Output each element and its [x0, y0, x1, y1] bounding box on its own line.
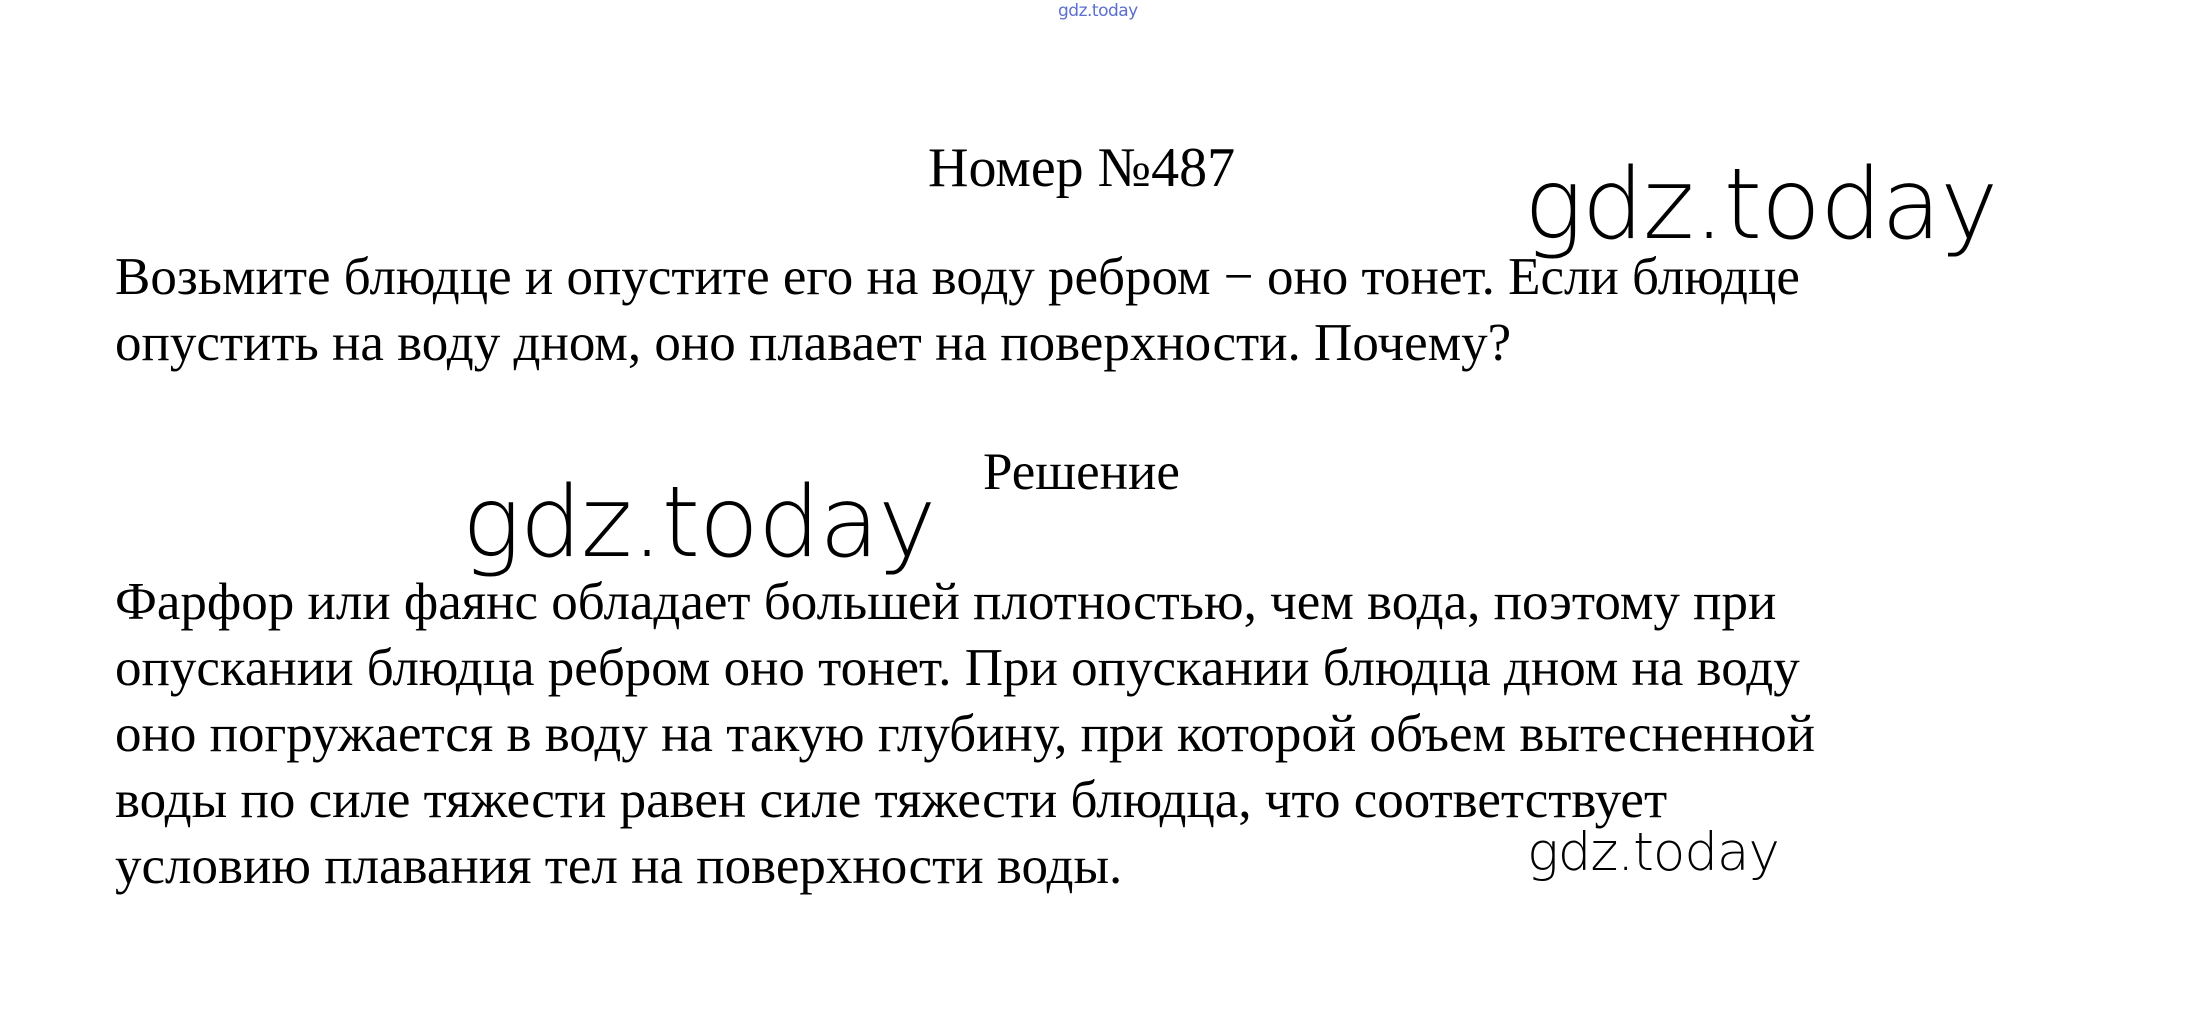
answer-text [115, 569, 2175, 899]
watermark-large-right: gdz.today [1524, 148, 1998, 262]
question-line: опустить на воду дном, оно плавает на поверхности. Почему? [115, 314, 1512, 372]
watermark-large-left: gdz.today [462, 466, 936, 580]
answer-line: условию плавания тел на поверхности воды. [115, 837, 1123, 895]
problem-heading: Номер №487 [928, 137, 1236, 199]
answer-line: Фарфор или фаянс обладает большей плотностью, чем вода, поэтому при [115, 573, 1777, 631]
solution-heading: Решение [983, 443, 1180, 501]
question-line: Возьмите блюдце и опустите его на воду ребром − оно тонет. Если блюдце [115, 248, 1800, 306]
watermark-medium: gdz.today [1527, 822, 1779, 883]
watermark-top: gdz.today [1058, 1, 1138, 21]
answer-line: воды по силе тяжести равен силе тяжести блюдца, что соответствует [115, 771, 1668, 829]
answer-line: опускании блюдца ребром оно тонет. При опускании блюдца дном на воду [115, 639, 1800, 697]
question-text [115, 244, 2175, 376]
answer-line: оно погружается в воду на такую глубину, при которой объем вытесненной [115, 705, 1815, 763]
